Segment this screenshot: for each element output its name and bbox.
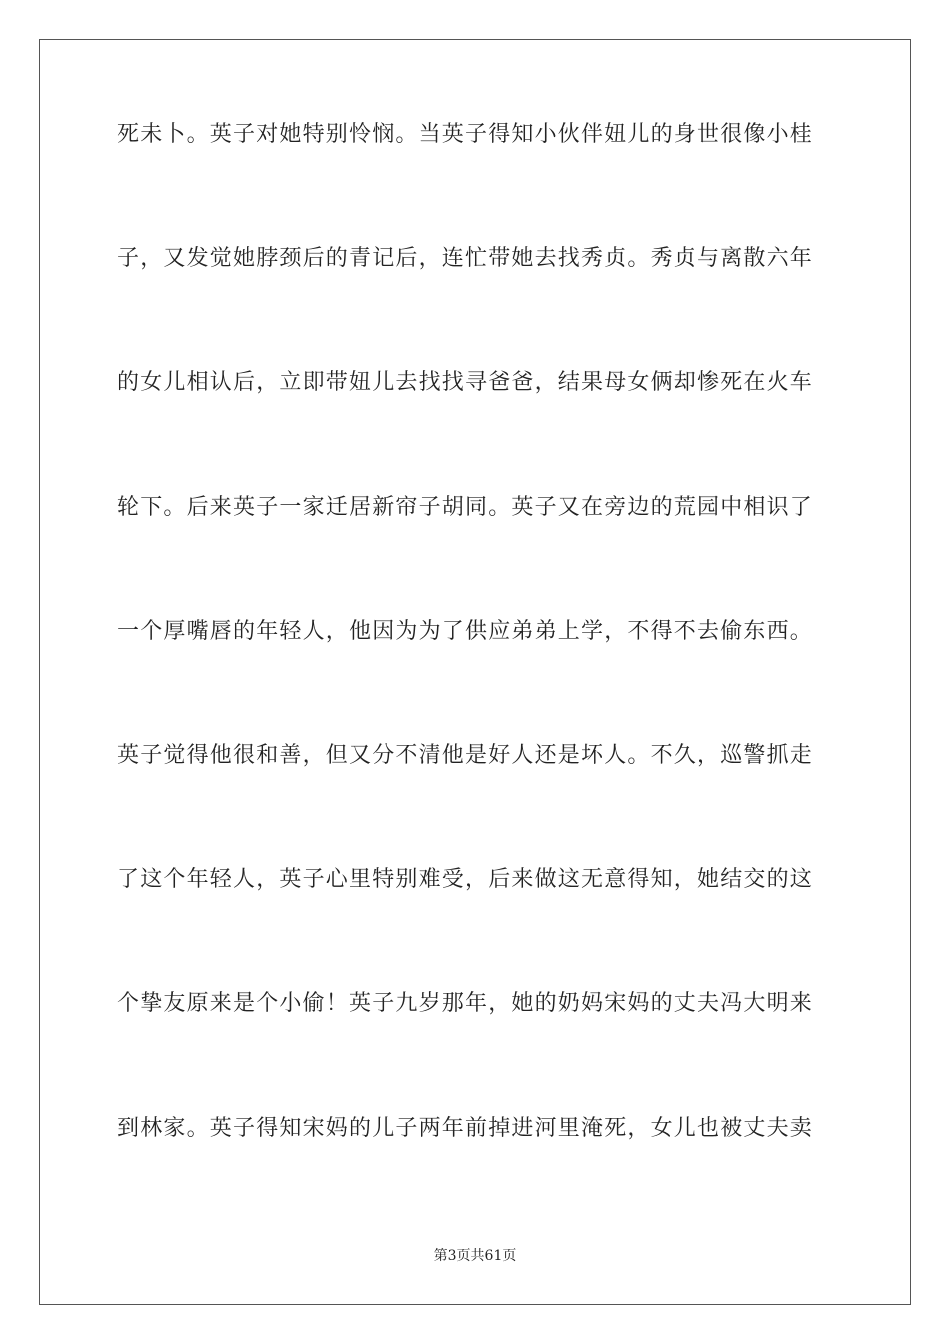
text-line: 一个厚嘴唇的年轻人，他因为为了供应弟弟上学，不得不去偷东西。: [117, 618, 814, 644]
text-line: 轮下。后来英子一家迁居新帘子胡同。英子又在旁边的荒园中相识了: [117, 494, 814, 520]
text-line: 个挚友原来是个小偷！英子九岁那年，她的奶妈宋妈的丈夫冯大明来: [117, 991, 814, 1017]
body-text: [117, 122, 833, 1240]
page-total: 共61页: [470, 1248, 517, 1264]
page-footer: [0, 1247, 950, 1265]
text-line: 子，又发觉她脖颈后的青记后，连忙带她去找秀贞。秀贞与离散六年: [117, 246, 814, 272]
text-line: 的女儿相认后，立即带妞儿去找找寻爸爸，结果母女俩却惨死在火车: [117, 370, 814, 396]
text-line: 英子觉得他很和善，但又分不清他是好人还是坏人。不久，巡警抓走: [117, 742, 814, 768]
text-line: 到林家。英子得知宋妈的儿子两年前掉进河里淹死，女儿也被丈夫卖: [117, 1115, 814, 1141]
text-line: 了这个年轻人，英子心里特别难受，后来做这无意得知，她结交的这: [117, 867, 814, 893]
text-line: 死未卜。英子对她特别怜悯。当英子得知小伙伴妞儿的身世很像小桂: [117, 122, 814, 147]
page-number: 第3页: [433, 1248, 471, 1264]
